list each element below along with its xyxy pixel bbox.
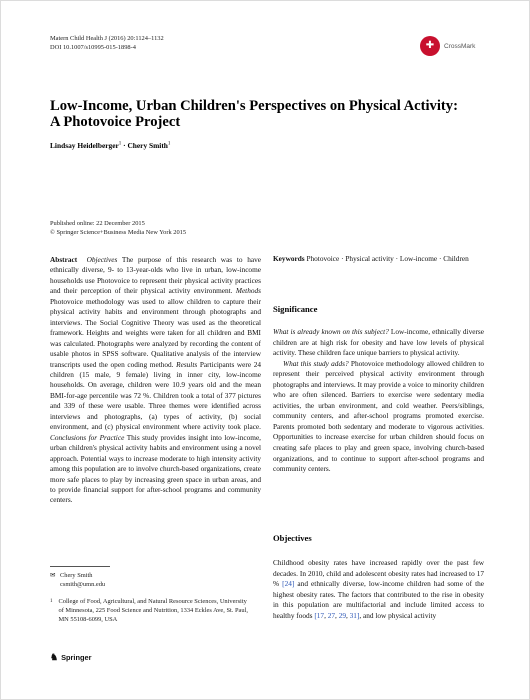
significance-question-1: What is already known on this subject?	[273, 327, 389, 336]
publisher-logo	[50, 652, 91, 663]
conclusions-label: Conclusions for Practice	[50, 432, 125, 442]
author-affil-mark: 1	[118, 141, 122, 147]
springer-horse-icon: ♞	[50, 652, 59, 662]
footnote-divider	[50, 566, 110, 567]
abstract-label: Abstract	[50, 255, 78, 264]
affiliation-number: 1	[50, 599, 53, 604]
conclusions-text: This study provides insight into low-income, urban children's physical activity habits and environment using a novel approach. Potential ways to increase moderate to high intensity activity among this population are to involve church-based organizations, create more safe places to play by increasing green space in urban areas, and to provide financial support for after-school programs and community centers.	[50, 432, 262, 505]
journal-header	[50, 34, 164, 52]
significance-answer-1: Low-income, ethnically diverse children are at high risk for obesity and have low levels of physical activity. These children face unique barriers to physical activity.	[273, 327, 484, 358]
keywords-label: Keywords	[273, 254, 305, 263]
contact-email[interactable]: csmith@umn.edu	[60, 581, 106, 588]
significance-body	[273, 327, 484, 475]
doi: DOI 10.1007/s10995-015-1898-4	[50, 44, 136, 51]
title-line-2: A Photovoice Project	[50, 114, 181, 130]
results-text: Participants were 24 children (15 male, 9 female) living in inner city, low-income households. On average, children were 10.9 years old and the mean BMI-for-age percentile was 72 %. Children took a total of 377 pictures and 339 of these were usable. Three themes were identified across interviews and photographs, (a) types of activity, (b) social environment, and (c) physical environment where activity took place.	[50, 359, 261, 432]
publication-info	[50, 219, 186, 237]
methods-text: Photovoice methodology was used to allow children to capture their physical activity habits and environment through photographs and interviews. The Social Cognitive Theory was used as the theoretical framework. Heights and weights were taken for all children and BMI was calculated. Photographs were analyzed by recording the content of usable photos in SPSS software. Qualitative analysis of the interview transcripts used the open coding method.	[50, 296, 261, 369]
contact-name: Chery Smith	[60, 572, 93, 579]
significance-answer-2: Photovoice methodology allowed children to represent their perceived physical activity environment through photographs and interviews. It may provide a voice to minority children who are often silenced. Barriers to exercise were sedentary media activities, the urban environment, and cold weather. Peers/siblings, community centers, and after-school programs promoted exercise. Parents promoted both sedentary and moderate to vigorous activities. Opportunities to increase exercise for urban children should focus on creating safe places to play and green space, involving church-based organizations, and to continue to support after-school programs and community centers.	[273, 358, 484, 474]
citation-link[interactable]: 29	[338, 610, 346, 620]
significance-question-2: What this study adds?	[283, 358, 349, 368]
crossmark-badge[interactable]	[420, 36, 475, 56]
published-date: Published online: 22 December 2015	[50, 220, 145, 227]
author-list	[50, 141, 170, 150]
crossmark-label: CrossMark	[444, 42, 476, 50]
methods-label: Methods	[235, 286, 261, 296]
citation-separator: ,	[345, 610, 350, 620]
significance-heading: Significance	[273, 304, 318, 314]
keywords	[273, 254, 483, 265]
objectives-text-3: , and low physical activity	[359, 610, 437, 620]
corresponding-author	[50, 571, 105, 589]
article-title	[50, 98, 490, 130]
citation-link[interactable]: [17	[314, 610, 325, 620]
citation-link[interactable]: 31]	[349, 610, 360, 620]
citation-link[interactable]: [24]	[282, 579, 295, 588]
results-label: Results	[176, 359, 198, 369]
citation-link[interactable]: 27	[327, 610, 336, 620]
citation-separator: ,	[335, 610, 339, 620]
copyright-line: © Springer Science+Business Media New York 2015	[50, 229, 187, 236]
objectives-text-2: and ethnically diverse, low-income children had some of the highest obesity rates. The factors that contributed to the rise in obesity in this population are multifactorial and include limited access to healthy foods	[273, 579, 485, 620]
abstract	[50, 255, 261, 506]
publisher-name: Springer	[61, 653, 92, 662]
crossmark-icon: ✚	[420, 36, 440, 56]
citation-separator: ,	[324, 610, 328, 620]
author-name[interactable]: Chery Smith	[127, 141, 168, 150]
objectives-text: The purpose of this research was to have ethnically diverse, 9- to 13-year-olds who live in urban, low-income households use Photovoice to represent their physical activity practices and their perception of their physical activity environment.	[50, 255, 261, 296]
title-line-1: Low-Income, Urban Children's Perspectives on Physical Activity:	[50, 98, 458, 114]
author-separator: ·	[121, 141, 128, 150]
affiliation-text: College of Food, Agricultural, and Natural Resource Sciences, University of Minnesota, 225 Food Science and Nutrition, 1334 Eckles Ave, St. Paul, MN 55108-6099, USA	[58, 598, 248, 623]
journal-citation: Matern Child Health J (2016) 20:1124–1132	[50, 35, 164, 42]
objectives-body	[273, 558, 484, 621]
affiliation-footnote	[50, 597, 250, 624]
objectives-heading: Objectives	[273, 533, 312, 543]
objectives-label: Objectives	[86, 255, 118, 264]
objectives-text-1: Childhood obesity rates have increased rapidly over the past few decades. In 2010, child and adolescent obesity rates had increased to 17 %	[273, 558, 484, 588]
envelope-icon: ✉	[50, 572, 56, 579]
author-affil-mark: 1	[167, 141, 171, 147]
keywords-text: Photovoice · Physical activity · Low-income · Children	[304, 254, 469, 263]
author-name[interactable]: Lindsay Heidelberger	[50, 141, 119, 150]
